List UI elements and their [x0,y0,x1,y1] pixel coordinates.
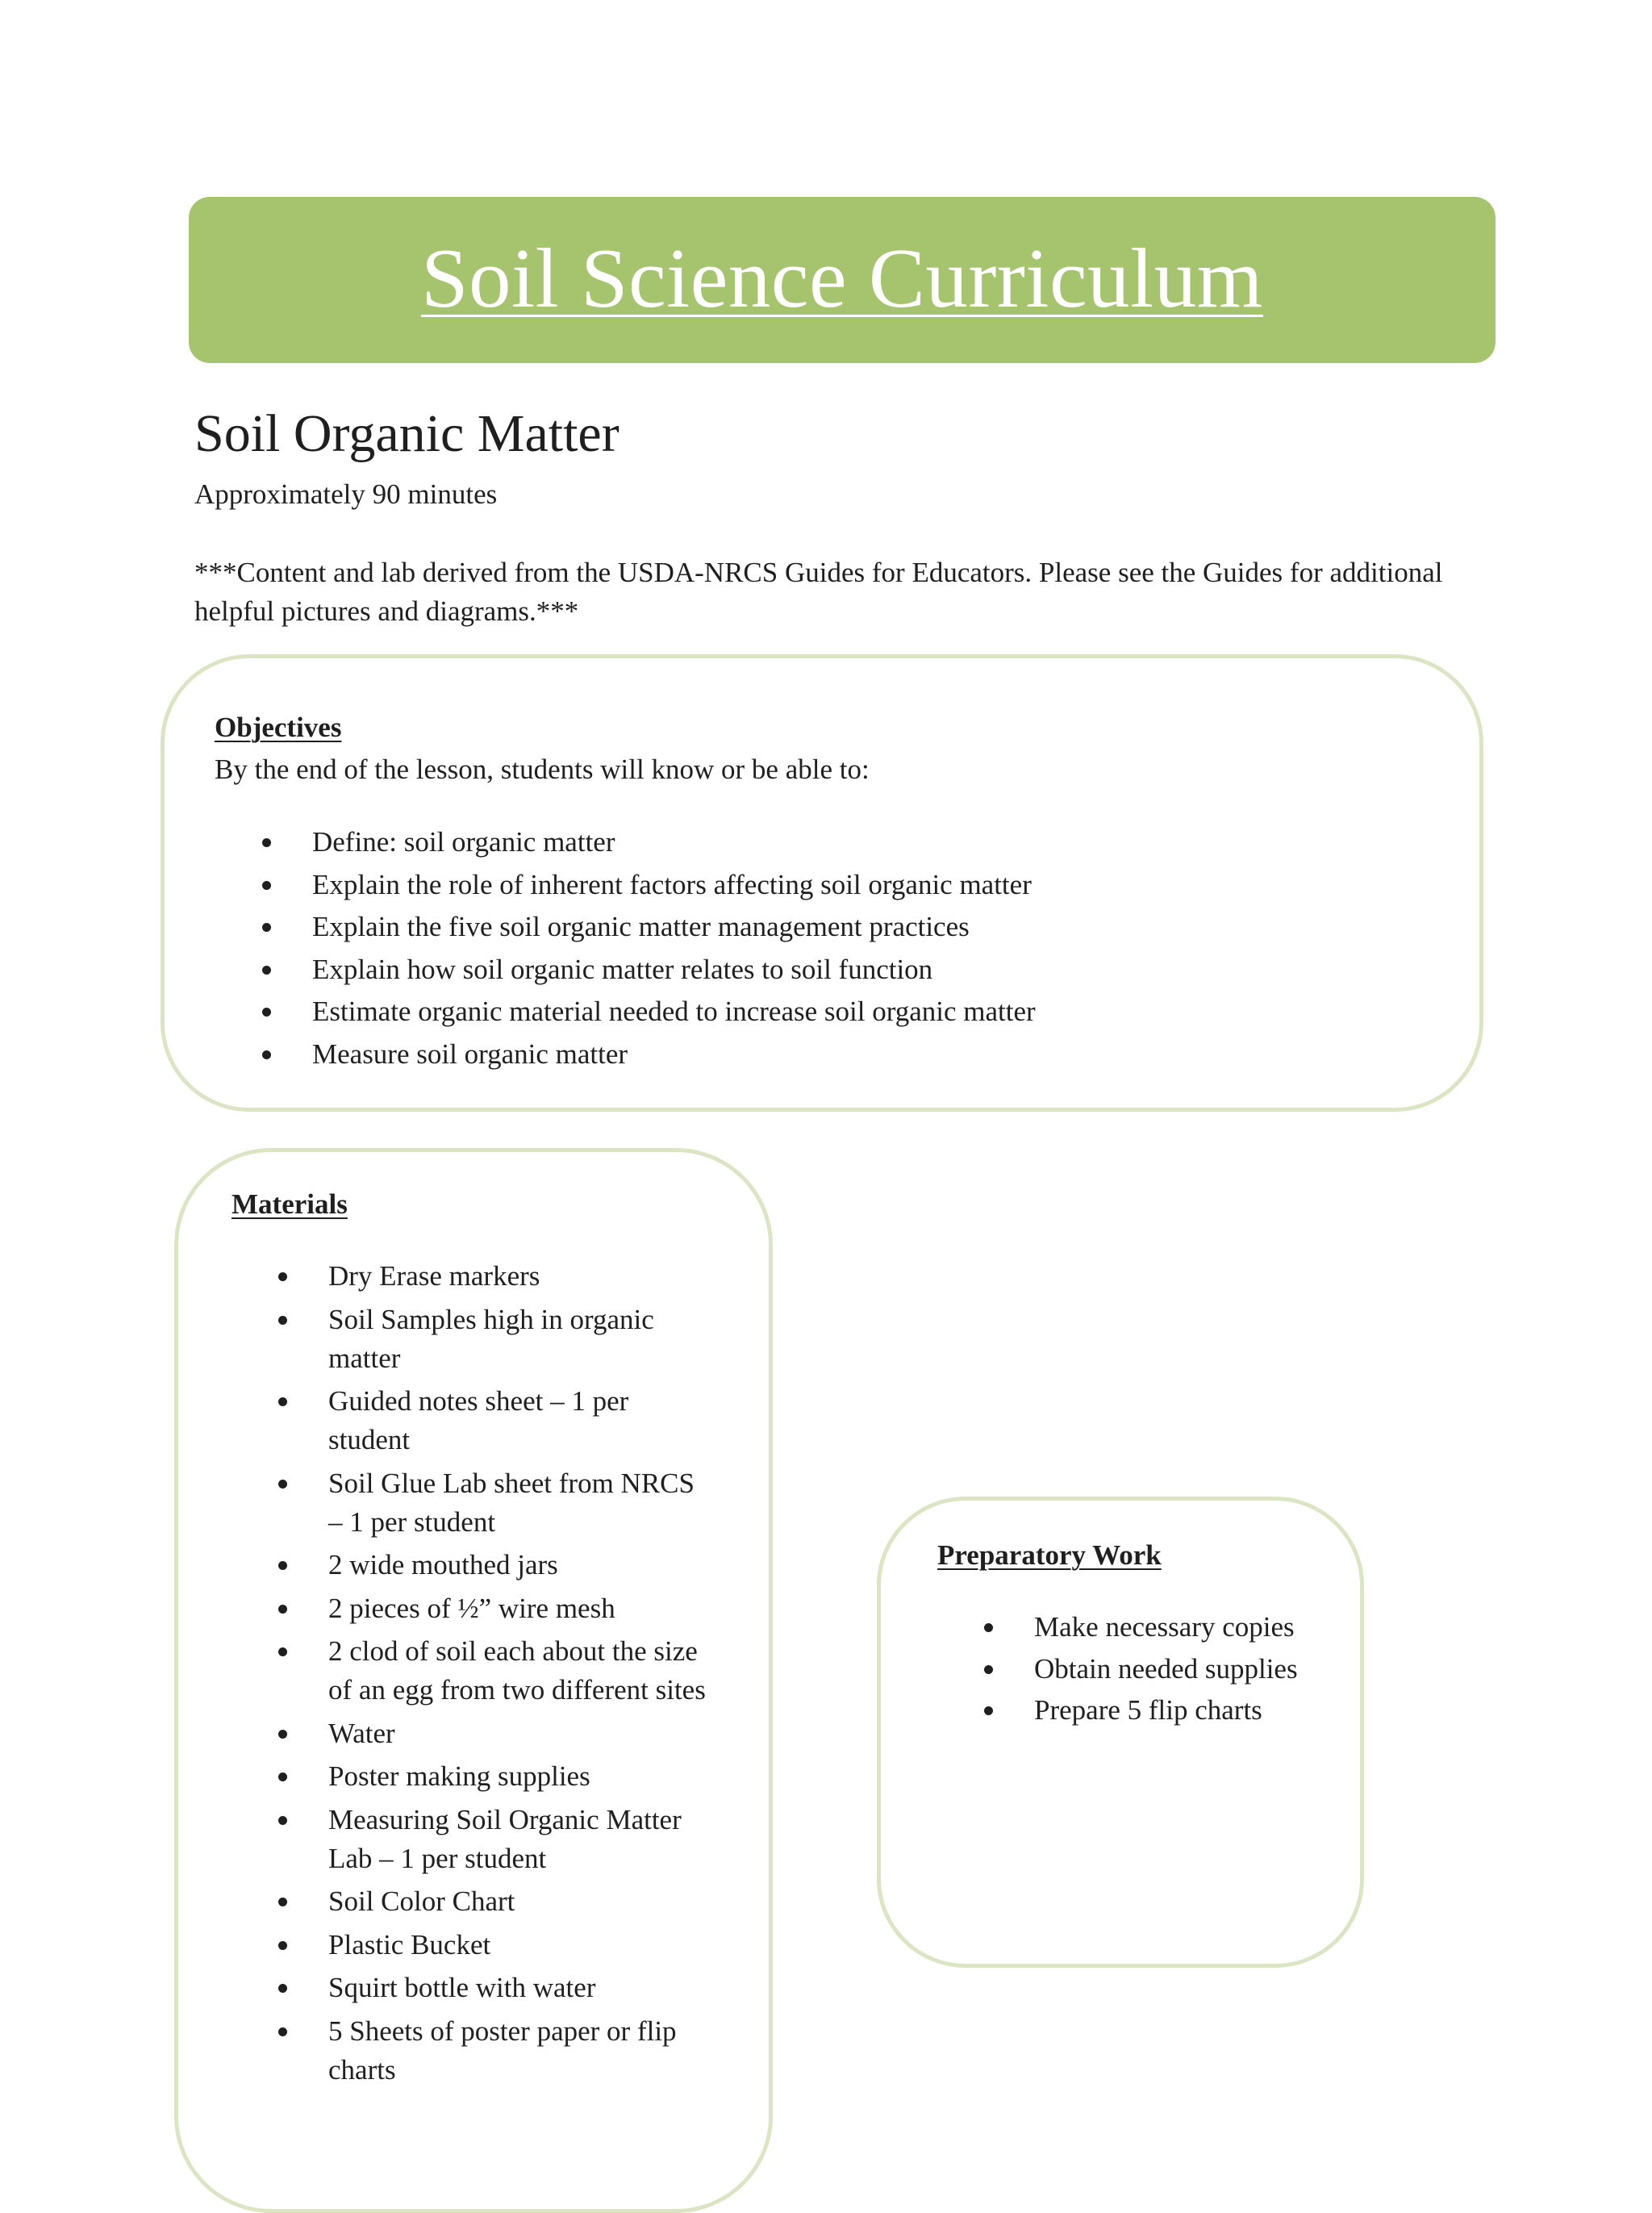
material-item: Guided notes sheet – 1 per student [232,1382,715,1459]
bullet-icon [278,1272,287,1281]
bullet-icon [278,1730,287,1739]
preparatory-item: Prepare 5 flip charts [937,1691,1298,1730]
material-item: Squirt bottle with water [232,1969,715,2007]
preparatory-item: Obtain needed supplies [937,1650,1298,1689]
bullet-icon [278,1941,287,1950]
bullet-icon [278,2027,287,2036]
objectives-list [215,823,1036,1077]
bullet-icon [984,1665,993,1674]
bullet-icon [278,1772,287,1781]
preparatory-list [937,1608,1298,1733]
bullet-icon [262,1008,271,1017]
bullet-icon [278,1647,287,1656]
bullet-icon [278,1561,287,1570]
material-item: 2 wide mouthed jars [232,1546,715,1585]
bullet-icon [262,838,271,847]
objective-item: Measure soil organic matter [215,1035,1036,1074]
material-item: 2 pieces of ½” wire mesh [232,1589,715,1628]
bullet-icon [262,923,271,932]
bullet-icon [278,1397,287,1406]
material-item: Poster making supplies [232,1757,715,1796]
material-item: Measuring Soil Organic Matter Lab – 1 per student [232,1801,715,1878]
material-item: Water [232,1714,715,1753]
lesson-title: Soil Organic Matter [194,404,620,463]
curriculum-banner [189,197,1496,363]
materials-heading: Materials [232,1188,348,1220]
bullet-icon [984,1706,993,1715]
material-item: 2 clod of soil each about the size of an egg from two different sites [232,1632,715,1710]
curriculum-title: Soil Science Curriculum [421,230,1263,325]
material-item: Soil Glue Lab sheet from NRCS – 1 per student [232,1464,715,1542]
bullet-icon [278,1816,287,1825]
objectives-heading: Objectives [215,712,342,743]
material-item: 5 Sheets of poster paper or flip charts [232,2012,715,2090]
lesson-duration: Approximately 90 minutes [194,478,498,510]
preparatory-item: Make necessary copies [937,1608,1298,1647]
objective-item: Explain how soil organic matter relates to soil function [215,950,1036,989]
objectives-intro: By the end of the lesson, students will know or be able to: [215,754,870,785]
bullet-icon [278,1316,287,1325]
bullet-icon [984,1623,993,1632]
objective-item: Explain the five soil organic matter management practices [215,908,1036,946]
material-item: Soil Color Chart [232,1882,715,1921]
materials-list [232,1257,715,2094]
material-item: Soil Samples high in organic matter [232,1301,715,1378]
source-note: ***Content and lab derived from the USDA-NRCS Guides for Educators. Please see the Guides for additional helpful pictures and diagrams.*** [194,557,1443,627]
material-item: Dry Erase markers [232,1257,715,1296]
bullet-icon [278,1898,287,1906]
preparatory-heading: Preparatory Work [937,1539,1162,1571]
bullet-icon [262,1050,271,1059]
objective-item: Estimate organic material needed to increase soil organic matter [215,992,1036,1031]
bullet-icon [262,966,271,975]
objective-item: Explain the role of inherent factors affecting soil organic matter [215,866,1036,904]
objective-item: Define: soil organic matter [215,823,1036,862]
bullet-icon [278,1605,287,1614]
bullet-icon [278,1984,287,1993]
bullet-icon [262,881,271,890]
bullet-icon [278,1480,287,1489]
material-item: Plastic Bucket [232,1926,715,1965]
